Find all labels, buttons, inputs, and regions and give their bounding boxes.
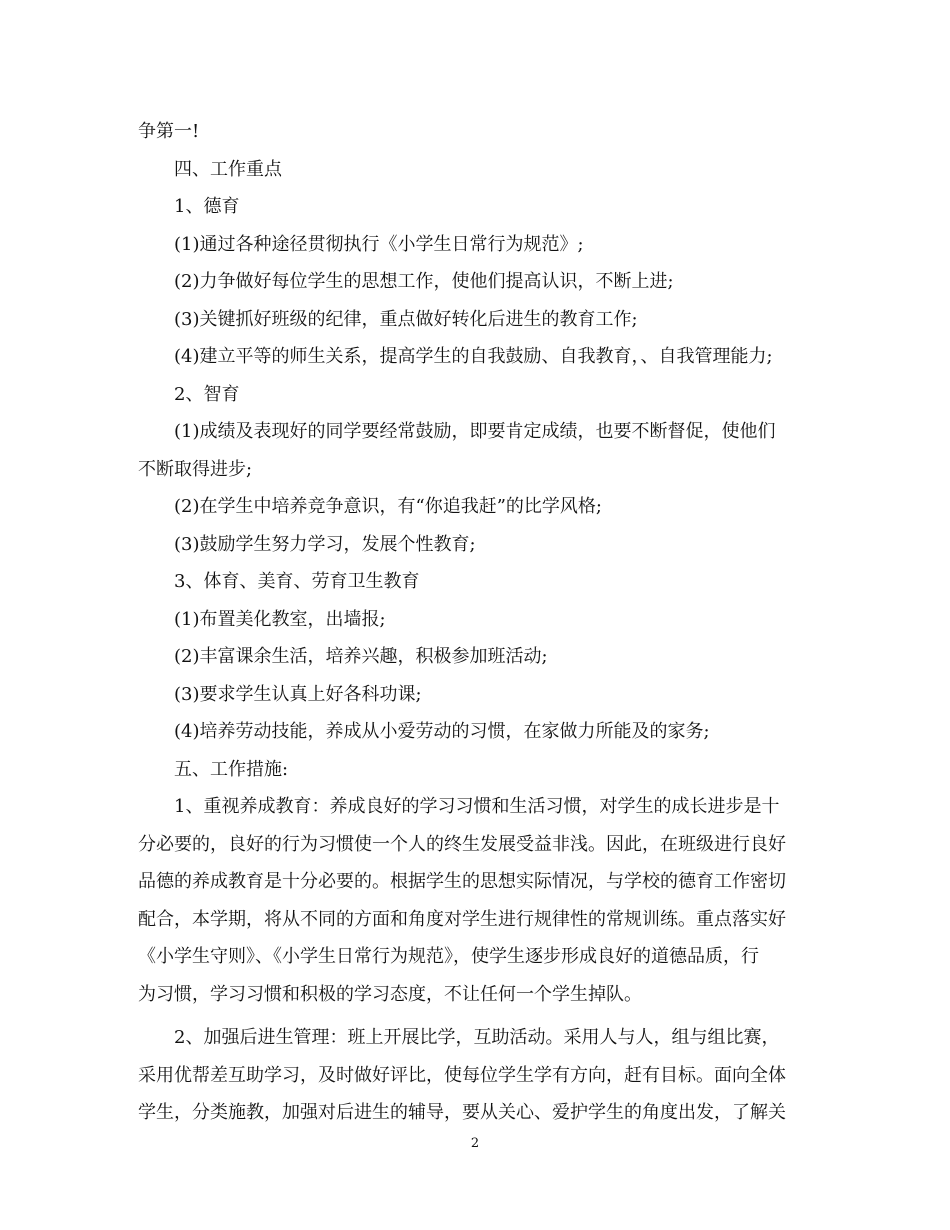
text-line: 2、加强后进生管理：班上开展比学，互助活动。采用人与人，组与组比赛，: [174, 1027, 780, 1048]
paragraph: [138, 151, 814, 189]
paragraph: [138, 676, 814, 714]
text-line: 3、体育、美育、劳育卫生教育: [174, 571, 420, 592]
text-line: (2)力争做好每位学生的思想工作，使他们提高认识，不断上进;: [174, 271, 674, 292]
text-line: (1)布置美化教室，出墙报;: [174, 608, 386, 630]
text-line: (1)成绩及表现好的同学要经常鼓励，即要肯定成绩，也要不断督促，使他们: [174, 421, 776, 442]
paragraph: [138, 226, 814, 264]
text-line: (4)培养劳动技能，养成从小爱劳动的习惯，在家做力所能及的家务;: [174, 721, 710, 742]
paragraph: [138, 301, 814, 339]
paragraph: [138, 526, 814, 564]
paragraph: [138, 338, 814, 376]
text-line: 为习惯，学习习惯和积极的学习态度，不让任何一个学生掉队。: [138, 983, 642, 1005]
text-line: (3)鼓励学生努力学习，发展个性教育;: [174, 533, 476, 555]
text-line: 分必要的，良好的行为习惯使一个人的终生发展受益非浅。因此，在班级进行良好: [138, 833, 786, 855]
paragraph: [138, 413, 814, 488]
paragraph: [138, 751, 814, 789]
text-line: (3)关键抓好班级的纪律，重点做好转化后进生的教育工作;: [174, 308, 638, 330]
text-line: 学生，分类施教，加强对后进生的辅导，要从关心、爱护学生的角度出发，了解关: [138, 1102, 786, 1123]
text-line: 《小学生守则》、《小学生日常行为规范》，使学生逐步形成良好的道德品质，行: [138, 946, 759, 967]
text-line: 2、智育: [174, 383, 240, 405]
text-line: 不断取得进步;: [138, 458, 253, 480]
text-line: (1)通过各种途径贯彻执行《小学生日常行为规范》;: [174, 233, 584, 255]
text-line: 四、工作重点: [174, 158, 282, 180]
paragraph: [138, 113, 814, 151]
text-line: (4)建立平等的师生关系，提高学生的自我鼓励、自我教育，、自我管理能力;: [174, 346, 773, 367]
paragraph: [138, 188, 814, 226]
text-line: 五、工作措施:: [174, 758, 289, 780]
text-line: 1、重视养成教育：养成良好的学习习惯和生活习惯，对学生的成长进步是十: [174, 796, 780, 817]
text-line: (2)丰富课余生活，培养兴趣，积极参加班活动;: [174, 646, 548, 667]
paragraph: [138, 638, 814, 676]
text-line: 争第一!: [138, 121, 200, 142]
paragraph: [138, 713, 814, 751]
text-line: 配合，本学期，将从不同的方面和角度对学生进行规律性的常规训练。重点落实好: [138, 908, 786, 930]
paragraph: [138, 376, 814, 414]
paragraph: [138, 263, 814, 301]
paragraph: [138, 488, 814, 526]
text-line: (2)在学生中培养竞争意识，有“你追我赶”的比学风格;: [174, 496, 602, 517]
paragraph: [138, 601, 814, 639]
text-line: 采用优帮差互助学习，及时做好评比，使每位学生学有方向，赶有目标。面向全体: [138, 1064, 786, 1086]
paragraph: [138, 563, 814, 601]
text-line: (3)要求学生认真上好各科功课;: [174, 683, 422, 705]
text-line: 品德的养成教育是十分必要的。根据学生的思想实际情况，与学校的德育工作密切: [138, 871, 786, 892]
page-number: 2: [470, 1136, 480, 1151]
paragraph: [138, 1019, 814, 1132]
document-body: [138, 113, 814, 1132]
text-line: 1、德育: [174, 196, 240, 217]
paragraph: [138, 788, 814, 1013]
